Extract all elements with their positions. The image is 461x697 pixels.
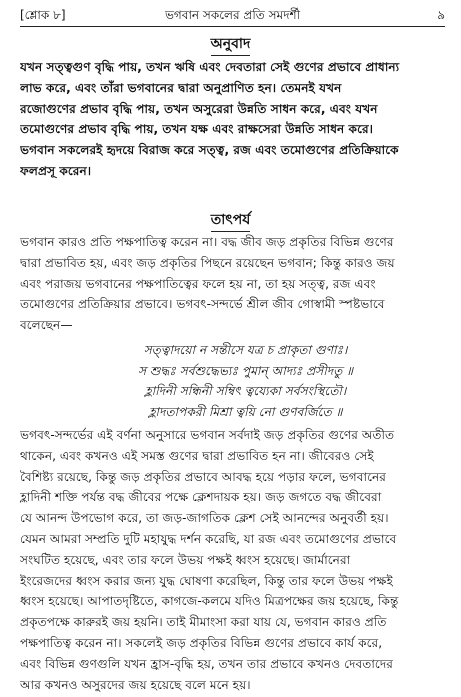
- purport-line: ইংরেজদের ধ্বংস করার জন্য যুদ্ধ ঘোষণা করেছিল, কিন্তু তার ফলে উভয় পক্ষই: [20, 573, 393, 588]
- translation-line: রজোগুণের প্রভাব বৃদ্ধি পায়, তখন অসুরেরা উন্নতি সাধন করে, এবং যখন: [20, 101, 378, 116]
- translation-line: তমোগুণের প্রভাব বৃদ্ধি পায়, তখন যক্ষ এবং রাক্ষসেরা উন্নতি সাধন করে।: [20, 122, 374, 137]
- running-header: [20, 6, 445, 24]
- purport-line: দ্বারা প্রভাবিত হয়, এবং জড় প্রকৃতির পিছনে রয়েছেন ভগবান; কিন্তু কারও জয়: [20, 255, 395, 270]
- translation-text: [20, 57, 438, 182]
- verse-line: সত্ত্বাদয়ো ন সন্তীসে যত্র চ প্রাকৃতা গুণাঃ।: [143, 343, 348, 357]
- purport-line: বৈশিষ্ট্য রয়েছে, কিন্তু জড় প্রকৃতির প্রভাবে আবদ্ধ হয়ে পড়ার ফলে, ভগবানের: [20, 469, 386, 484]
- purport-line: এবং পরাজয় ভগবানের পক্ষপাতিত্বের ফলে হয় না, তা হয় সত্ত্ব, রজ এবং: [20, 276, 376, 291]
- purport-line: পক্ষপাতিত্ব করেন না। সকলেই জড় প্রকৃতির বিভিন্ন গুণের প্রভাবে কার্য করে,: [20, 635, 383, 650]
- translation-line: ভগবান সকলেরই হৃদয়ে বিরাজ করে সত্ত্ব, রজ এবং তমোগুণের প্রতিক্রিয়াকে: [20, 143, 399, 158]
- purport-line: ভগবৎ-সন্দর্ভের এই বর্ণনা অনুসারে ভগবান সর্বদাই জড় প্রকৃতির গুণের অতীত: [20, 428, 395, 442]
- chapter-title: ভগবান সকলের প্রতি সমদর্শী: [164, 8, 301, 22]
- purport-line: এবং বিভিন্ন গুণগুলি যখন হ্রাস-বৃদ্ধি হয়, তখন তার প্রভাবে কখনও দেবতাদের: [20, 656, 393, 671]
- page-number: ৯: [437, 8, 445, 22]
- translation-line: লাভ করে, এবং তাঁরা ভগবানের দ্বারা অনুপ্রাণিত হন। তেমনই যখন: [20, 80, 342, 95]
- translation-line: ফলপ্রসূ করেন।: [20, 163, 92, 178]
- verse-reference: [শ্লোক ৮]: [20, 8, 66, 22]
- translation-heading: অনুবাদ: [211, 34, 251, 56]
- purport-line: যে আনন্দ উপভোগ করে, তা জড়-জাগতিক ক্লেশ সেই আনন্দের অনুবর্তী হয়।: [20, 511, 389, 526]
- translation-line: যখন সত্ত্বগুণ বৃদ্ধি পায়, তখন ঋষি এবং দেবতারা সেই গুণের প্রভাবে প্রাধান্য: [20, 60, 400, 74]
- verse-line: স শুদ্ধঃ সর্বশুদ্ধেভ্যঃ পুমান্ আদ্যঃ প্রসীদতু ॥: [137, 363, 354, 378]
- verse-line: হ্লাদতাপকরী মিশ্রা ত্বয়ি নো গুণবর্জিতে ॥: [148, 404, 343, 419]
- purport-text-main: [20, 425, 438, 695]
- purport-line: প্রকৃতপক্ষে কারুরই জয় হয়নি। তাই মীমাংসা করা যায় যে, ভগবান কারও প্রতি: [20, 615, 387, 630]
- purport-line: তমোগুণের প্রতিক্রিয়ার প্রভাবে। ভগবৎ-সন্দর্ভে শ্রীল জীব গোস্বামী স্পষ্টভাবে: [20, 297, 385, 312]
- verse-line: হ্লাদিনী সন্ধিনী সম্বিৎ ত্বয্যেকা সর্বসংস্থিতৌ।: [144, 384, 347, 398]
- header-divider: [20, 26, 445, 27]
- purport-heading: তাৎপর্য: [211, 210, 251, 232]
- purport-line: ধ্বংস হয়েছে। আপাতদৃষ্টিতে, কাগজে-কলমে যদিও মিত্রপক্ষের জয় হয়েছে, কিন্তু: [20, 594, 399, 609]
- purport-line: যেমন আমরা সম্প্রতি দুটি মহাযুদ্ধ দর্শন করেছি, যা রজ এবং তমোগুণের প্রভাবে: [20, 531, 397, 546]
- purport-line: আর কখনও অসুরদের জয় হয়েছে বলে মনে হয়।: [20, 677, 251, 692]
- purport-line: হ্লাদিনী শক্তি পর্যন্ত বদ্ধ জীবের পক্ষে ক্লেশদায়ক হয়। জড় জগতে বদ্ধ জীবেরা: [20, 490, 382, 505]
- purport-heading-wrap: [0, 210, 461, 232]
- translation-heading-wrap: [0, 34, 461, 56]
- sanskrit-verse: [0, 340, 461, 422]
- purport-text-intro: [20, 232, 438, 336]
- purport-line: সংঘটিত হয়েছে, এবং তার ফলে উভয় পক্ষই ধ্বংস হয়েছে। জার্মানেরা: [20, 552, 351, 567]
- purport-line: থাকেন, এবং কখনও এই সমস্ত গুণের দ্বারা প্রভাবিত হন না। জীবেরও সেই: [20, 448, 374, 463]
- purport-line: ভগবান কারও প্রতি পক্ষপাতিত্ব করেন না। বদ্ধ জীব জড় প্রকৃতির বিভিন্ন গুণের: [20, 235, 394, 249]
- purport-line: বলেছেন—: [20, 318, 73, 333]
